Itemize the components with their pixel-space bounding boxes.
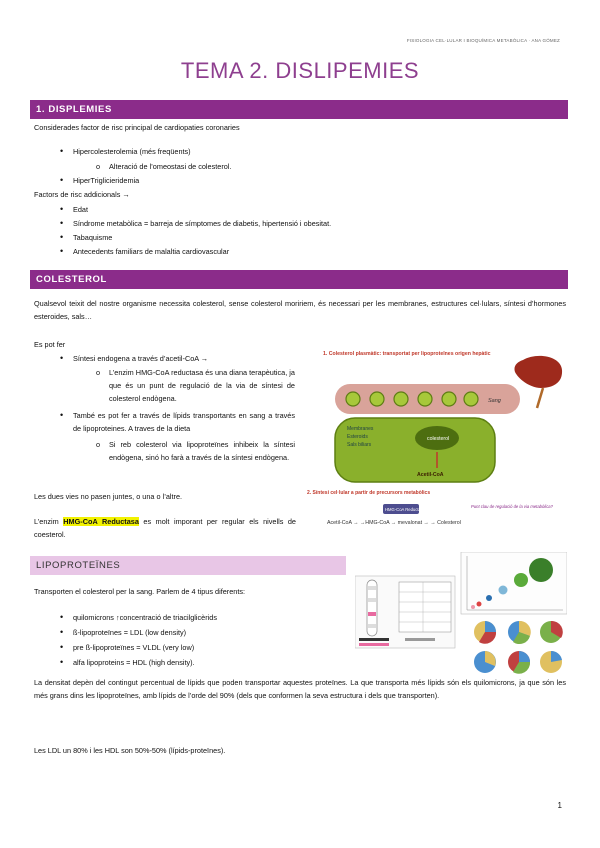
label-sang: Sang [488, 398, 501, 404]
text-extra: Factors de risc addicionals → [34, 190, 130, 199]
list-item: • Antecedents familiars de malaltia cardiovascular [73, 245, 229, 258]
list-item: • quilomicrons ↑concentració de triacilglicèrids [73, 611, 217, 624]
svg-text:Esteroids: Esteroids [347, 434, 368, 440]
text-dues-vies: Les dues vies no pasen juntes, o una o l’altre. [34, 492, 183, 501]
lipoprotein-figure [355, 552, 567, 677]
svg-text:HMG-CoA Reductasa: HMG-CoA Reductasa [385, 507, 426, 512]
chylomicron-dot [529, 558, 553, 582]
cholesterol-figure [305, 348, 567, 528]
section-header-dislipemies: 1. DISPLEMIES [30, 100, 568, 119]
text-colesterol-intro: Qualsevol teixit del nostre organisme necessita colesterol, sense colesterol moririem, és necessari per les membranes, estructures cel·lulars, síntesi d’hormones esteroides, sals… [34, 299, 566, 321]
text-densitat: La densitat depèn del contingut percentual de lípids que poden transportar aquestes proteïnes. La que transporta més lípids són els quilomicrons, ja que són les més grans dins les lipoproteïnes, amb lípids de l’orde del 90% (dels que conformen la seva estructura i dels que transporten). [34, 678, 566, 700]
list-subitem: o L’enzim HMG-CoA reductasa és una diana terapèutica, ja que és un punt de regulació de la via de síntesi de colesterol endògena. [109, 366, 295, 405]
section-header-lipoproteines: LIPOPROTEÏNES [30, 556, 346, 575]
list-item: • També es pot fer a través de lípids transportants en sang a través de lipoproteines. A traves de la dieta [73, 409, 295, 435]
list-subitem: o Alteració de l’omeostasi de colesterol. [109, 160, 232, 173]
text-intro: Considerades factor de risc principal de cardiopaties coronaries [34, 123, 240, 132]
text-lipo-intro: Transporten el colesterol per la sang. Parlem de 4 tipus diferents: [34, 587, 246, 596]
svg-text:Membranes: Membranes [347, 426, 374, 432]
list-item: • Edat [73, 203, 88, 216]
pie-charts [474, 621, 563, 674]
page-title: TEMA 2. DISLIPEMIES [180, 58, 420, 83]
fig-title-1: 1. Colesterol plasmàtic: transportat per lipoproteïnes origen hepàtic [323, 351, 491, 357]
list-item: • Síndrome metabòlica = barreja de símptomes de diabetis, hipertensió i obesitat. [73, 217, 331, 230]
list-item: • ß-lipoproteïnes = LDL (low density) [73, 626, 186, 639]
page-number: 1 [557, 801, 562, 810]
svg-text:Sals biliars: Sals biliars [347, 442, 372, 448]
list-item: • Hipercolesterolemia (més freqüents) [73, 145, 191, 158]
list-item: • Síntesi endogena a través d’acetil-CoA → [73, 352, 208, 365]
fig-title-2: 2. Síntesi cel·lular a partir de precursors metabòlics [307, 490, 431, 496]
svg-text:Acetil-CoA: Acetil-CoA [417, 472, 444, 478]
list-item: • pre ß-lipoproteïnes = VLDL (very low) [73, 641, 194, 654]
list-item: • Tabaquisme [73, 231, 112, 244]
svg-text:Punt clau de regulació de la v: Punt clau de regulació de la via metabòlica? [471, 504, 553, 509]
svg-text:colesterol: colesterol [427, 436, 450, 442]
list-subitem: o Si reb colesterol via lipoproteïnes inhibeix la síntesi endògena, sinó ho farà a través de la síntesi endògena. [109, 438, 295, 464]
text-enzim: L’enzim HMG-CoA Reductasa es molt imporant per regular els nivells de coesterol. [34, 517, 296, 539]
svg-text:Acetil-CoA → →HMG-CoA → mevalo: Acetil-CoA → →HMG-CoA → mevalonat → → Colesterol [327, 520, 461, 526]
section-header-colesterol: COLESTEROL [30, 270, 568, 289]
running-header: FISIOLOGIA CEL·LULAR I BIOQUÍMICA METABÒLICA · ANA GÓMEZ [406, 38, 560, 43]
list-item: • alfa lipoproteins = HDL (high density). [73, 656, 195, 669]
highlight-hmg: HMG-CoA Reductasa [63, 517, 139, 526]
list-item: • HiperTriglicieridemia [73, 174, 139, 187]
text-ldl-hdl: Les LDL un 80% i les HDL son 50%-50% (lípids-proteïnes). [34, 746, 226, 755]
text-es-pot-fer: Es pot fer [34, 340, 66, 349]
